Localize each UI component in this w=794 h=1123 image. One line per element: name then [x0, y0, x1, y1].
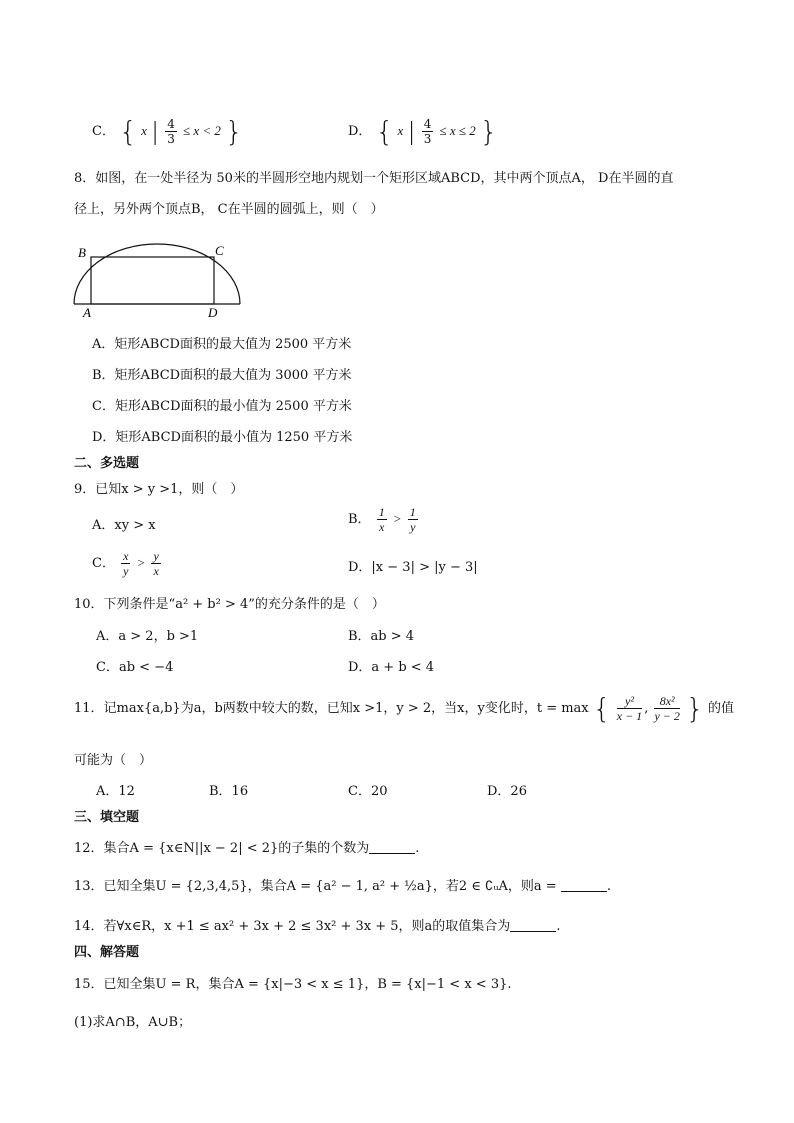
q11-stem-post: 的值	[708, 701, 735, 716]
q13: 13．已知全集U = {2,3,4,5}，集合A = {a² − 1, a² + ½a}，若2 ∈ ∁ᵤA，则a = .	[74, 879, 611, 894]
q11-option-a[interactable]: A．12	[96, 784, 135, 799]
option-label: B．	[348, 512, 371, 527]
label-c: C	[215, 243, 224, 258]
q9-option-a[interactable]: A．xy > x	[92, 518, 156, 533]
q14-text: 14．若∀x∈R，x +1 ≤ ax² + 3x + 2 ≤ 3x² + 3x + 5，则a的取值集合为	[74, 919, 511, 934]
q10-option-b[interactable]: B．ab > 4	[348, 629, 415, 644]
section-heading-solution: 四、解答题	[74, 945, 140, 960]
q10-option-a[interactable]: A．a > 2，b >1	[96, 629, 199, 644]
q8-option-d[interactable]: D．矩形ABCD面积的最小值为 1250 平方米	[92, 430, 353, 445]
q11-option-d[interactable]: D．26	[487, 784, 527, 799]
q11-option-c[interactable]: C．20	[348, 784, 388, 799]
q8-option-b[interactable]: B．矩形ABCD面积的最大值为 3000 平方米	[92, 368, 352, 383]
q10-option-c[interactable]: C．ab < −4	[96, 660, 174, 675]
option-label: C．	[92, 124, 115, 139]
q9-option-d[interactable]: D．|x − 3| > |y − 3|	[348, 560, 478, 575]
q12: 12．集合A = {x∈N||x − 2| < 2}的子集的个数为 .	[74, 841, 420, 856]
q8-option-c[interactable]: C．矩形ABCD面积的最小值为 2500 平方米	[92, 399, 352, 414]
q9-option-b[interactable]: B． $\frac{1}{x}$ > $\frac{1}{y}$	[348, 505, 416, 534]
option-label: C．	[92, 556, 115, 571]
q15-part1: (1)求A∩B，A∪B；	[74, 1015, 192, 1030]
q10-option-d[interactable]: D．a + b < 4	[348, 660, 435, 675]
answer-blank[interactable]	[561, 879, 607, 892]
q8-stem-line2: 径上，另外两个顶点B， C在半圆的圆弧上，则（ ）	[74, 202, 384, 217]
q12-text: 12．集合A = {x∈N||x − 2| < 2}的子集的个数为	[74, 841, 370, 856]
q9-option-c[interactable]: C． $\frac{x}{y}$ > $\frac{y}{x}$	[92, 549, 159, 578]
q11-stem-line2: 可能为（ ）	[74, 753, 153, 768]
q15-stem: 15．已知全集U = R，集合A = {x|−3 < x ≤ 1}，B = {x|−1 < x < 3}.	[74, 977, 512, 992]
q11-stem-pre: 11．记max{a,b}为a，b两数中较大的数，已知x >1，y > 2，当x，y变化时，t = max	[74, 701, 589, 716]
section-heading-fill-in: 三、填空题	[74, 810, 140, 825]
answer-blank[interactable]	[510, 919, 556, 932]
label-a: A	[83, 305, 91, 320]
q7-option-c[interactable]: C． { x | $\frac{4}{3}$ ≤ x < 2 }	[92, 115, 243, 148]
q13-text: 13．已知全集U = {2,3,4,5}，集合A = {a² − 1, a² + ½a}，若2 ∈ ∁ᵤA，则a =	[74, 879, 557, 894]
q7-option-d[interactable]: D． { x | $\frac{4}{3}$ ≤ x ≤ 2 }	[348, 115, 498, 148]
q14: 14．若∀x∈R，x +1 ≤ ax² + 3x + 2 ≤ 3x² + 3x + 5，则a的取值集合为 .	[74, 919, 561, 934]
q8-option-a[interactable]: A．矩形ABCD面积的最大值为 2500 平方米	[92, 337, 352, 352]
label-b: B	[78, 245, 86, 260]
answer-blank[interactable]	[369, 841, 415, 854]
q11-option-b[interactable]: B．16	[209, 784, 249, 799]
option-label: D．	[348, 124, 372, 139]
q8-stem-line1: 8．如图，在一处半径为 50米的半圆形空地内规划一个矩形区域ABCD，其中两个顶点A， D在半圆的直	[74, 171, 674, 186]
section-heading-multiple-choice: 二、多选题	[74, 456, 140, 471]
q11-stem-line1: 11．记max{a,b}为a，b两数中较大的数，已知x >1，y > 2，当x，y变化时，t = max { $\frac{\text{y²}}{x - 1}$ , $\frac{\text{8x²}}{y - 2}$ } 的值	[74, 692, 735, 725]
rectangle-abcd	[91, 257, 214, 304]
semicircle-rectangle-figure	[68, 236, 248, 320]
q10-stem: 10．下列条件是“a² + b² > 4”的充分条件的是（ ）	[74, 597, 385, 612]
q9-stem: 9．已知x > y >1，则（ ）	[74, 482, 244, 497]
label-d: D	[208, 305, 218, 320]
